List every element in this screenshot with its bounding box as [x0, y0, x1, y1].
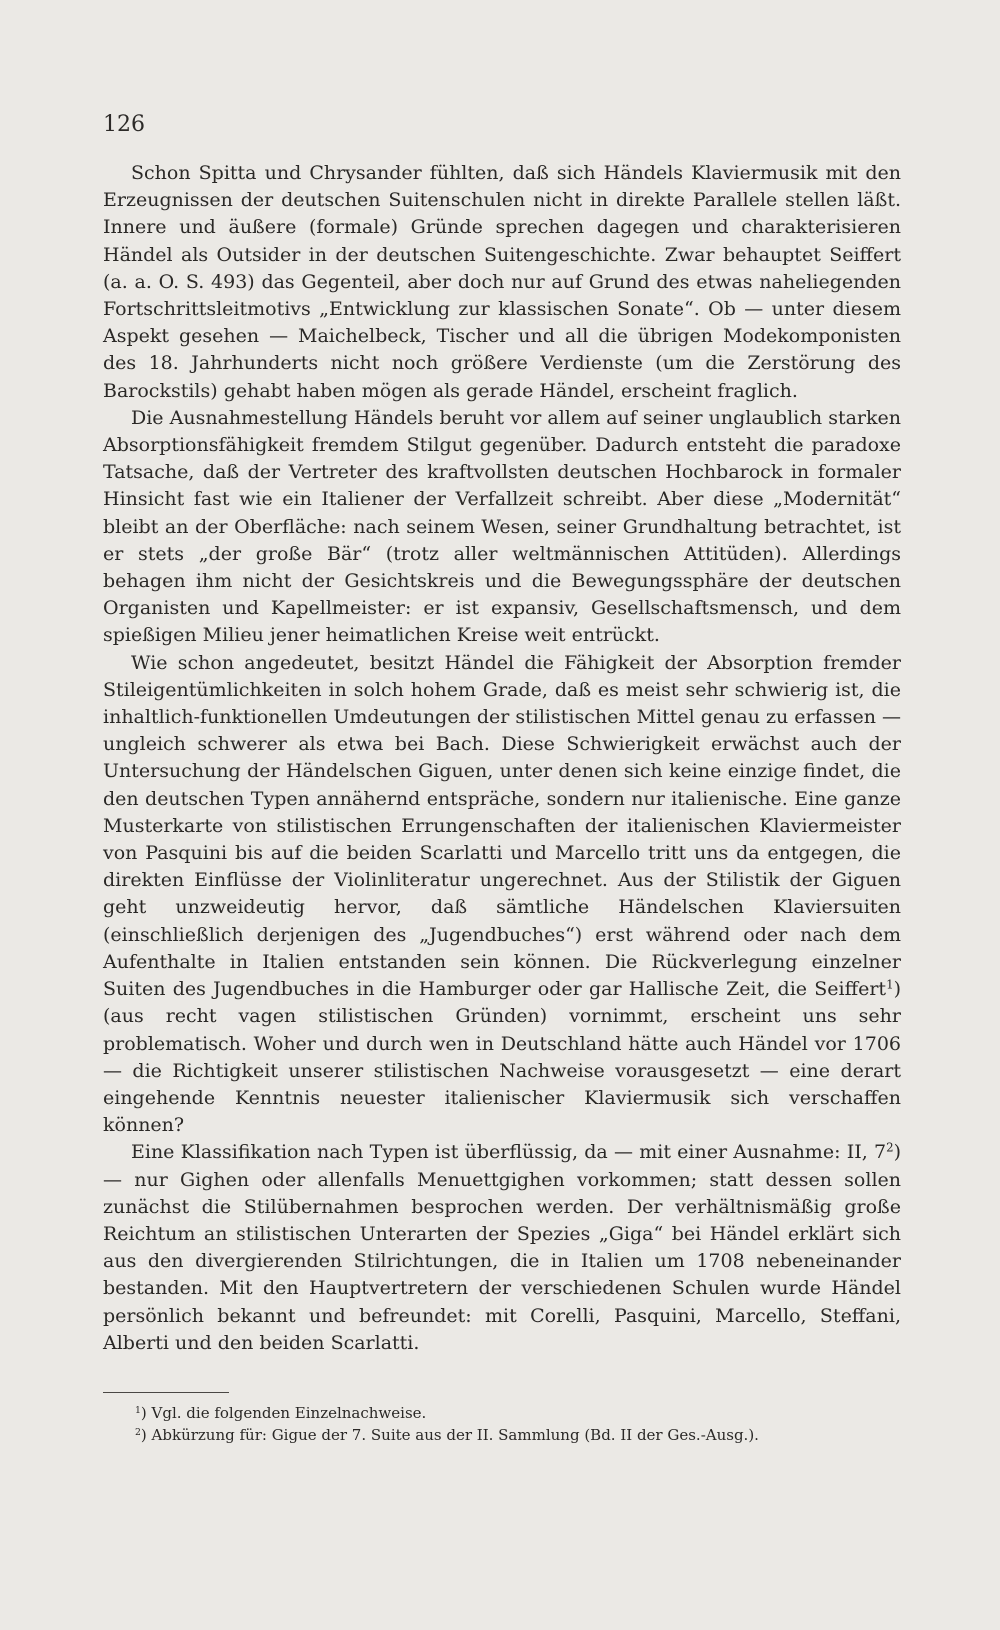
body-text — [103, 160, 901, 1357]
paragraph-4-text-b: ) — nur Gighen oder allenfalls Menuettgighen vorkommen; statt dessen sollen zunächst die Stilübernahmen besprochen werden. Der verhältnismäßig große Reichtum an stilistischen Unterarten der Spezies „Giga“ bei Händel erklärt sich aus den divergierenden Stilrichtungen, die in Italien um 1708 nebeneinander bestanden. Mit den Hauptvertretern der verschiedenen Schulen wurde Händel persönlich bekannt und befreundet: mit Corelli, Pasquini, Marcello, Steffani, Alberti und den beiden Scarlatti. — [103, 1141, 901, 1354]
footnote-ref-1: 1 — [886, 977, 894, 992]
paragraph-1-text: Schon Spitta und Chrysander fühlten, daß sich Händels Klaviermusik mit den Erzeugnissen der deutschen Suitenschulen nicht in direkte Parallele stellen läßt. Innere und äußere (formale) Gründe sprechen dagegen und charakterisieren Händel als Outsider in der deutschen Suitengeschichte. Zwar behauptet Seiffert (a. a. O. S. 493) das Gegenteil, aber doch nur auf Grund des etwas naheliegenden Fortschrittsleitmotivs „Entwicklung zur klassischen Sonate“. Ob — unter diesem Aspekt gesehen — Maichelbeck, Tischer und all die übrigen Modekomponisten des 18. Jahrhunderts nicht noch größere Verdienste (um die Zerstörung des Barockstils) gehabt haben mögen als gerade Händel, erscheint fraglich. — [103, 162, 901, 402]
footnote-2-mark: 2 — [135, 1426, 141, 1438]
footnote-2 — [135, 1424, 905, 1446]
page-number: 126 — [103, 112, 145, 137]
footnote-ref-2: 2 — [886, 1140, 894, 1155]
paragraph-1 — [103, 160, 901, 405]
paragraph-4 — [103, 1139, 901, 1357]
footnote-divider — [103, 1392, 229, 1393]
footnote-1-text: ) Vgl. die folgenden Einzelnachweise. — [140, 1404, 427, 1422]
paragraph-3-text-b: ) (aus recht vagen stilistischen Gründen) vornimmt, erscheint uns sehr problematisch. Woher und durch wen in Deutschland hätte auch Händel vor 1706 — die Richtigkeit unserer stilistischen Nachweise vorausgesetzt — eine derart eingehende Kenntnis neuester italienischer Klaviermusik sich verschaffen können? — [103, 978, 901, 1137]
paragraph-4-text-a: Eine Klassifikation nach Typen ist überflüssig, da — mit einer Ausnahme: II, 7 — [131, 1141, 887, 1164]
paragraph-3 — [103, 650, 901, 1140]
paragraph-2-text: Die Ausnahmestellung Händels beruht vor allem auf seiner unglaublich starken Absorptionsfähigkeit fremdem Stilgut gegenüber. Dadurch entsteht die paradoxe Tatsache, daß der Vertreter des kraftvollsten deutschen Hochbarock in formaler Hinsicht fast wie ein Italiener der Verfallzeit schreibt. Aber diese „Modernität“ bleibt an der Oberfläche: nach seinem Wesen, seiner Grundhaltung betrachtet, ist er stets „der große Bär“ (trotz aller weltmännischen Attitüden). Allerdings behagen ihm nicht der Gesichtskreis und die Bewegungssphäre der deutschen Organisten und Kapellmeister: er ist expansiv, Gesellschaftsmensch, und dem spießigen Milieu jener heimatlichen Kreise weit entrückt. — [103, 406, 901, 647]
paragraph-3-text-a: Wie schon angedeutet, besitzt Händel die Fähigkeit der Absorption fremder Stileigentümlichkeiten in solch hohem Grade, daß es meist sehr schwierig ist, die inhaltlich-funktionellen Umdeutungen der stilistischen Mittel genau zu erfassen — ungleich schwerer als etwa bei Bach. Diese Schwierigkeit erwächst auch der Untersuchung der Händelschen Giguen, unter denen sich keine einzige findet, die den deutschen Typen annähernd entspräche, sondern nur italienische. Eine ganze Musterkarte von stilistischen Errungenschaften der italienischen Klaviermeister von Pasquini bis auf die beiden Scarlatti und Marcello tritt uns da entgegen, die direkten Einflüsse der Violinliteratur ungerechnet. Aus der Stilistik der Giguen geht unzweideutig hervor, daß sämtliche Händelschen Klaviersuiten (einschließlich derjenigen des „Jugendbuches“) erst während oder nach dem Aufenthalte in Italien entstanden sein können. Die Rückverlegung einzelner Suiten des Jugendbuches in die Hamburger oder gar Hallische Zeit, die Seiffert — [103, 651, 901, 1001]
footnote-1-mark: 1 — [135, 1404, 141, 1416]
footnote-2-text: ) Abkürzung für: Gigue der 7. Suite aus der II. Sammlung (Bd. II der Ges.-Ausg.). — [140, 1426, 759, 1444]
footnotes — [135, 1402, 905, 1446]
footnote-1 — [135, 1402, 905, 1424]
paragraph-2 — [103, 405, 901, 650]
